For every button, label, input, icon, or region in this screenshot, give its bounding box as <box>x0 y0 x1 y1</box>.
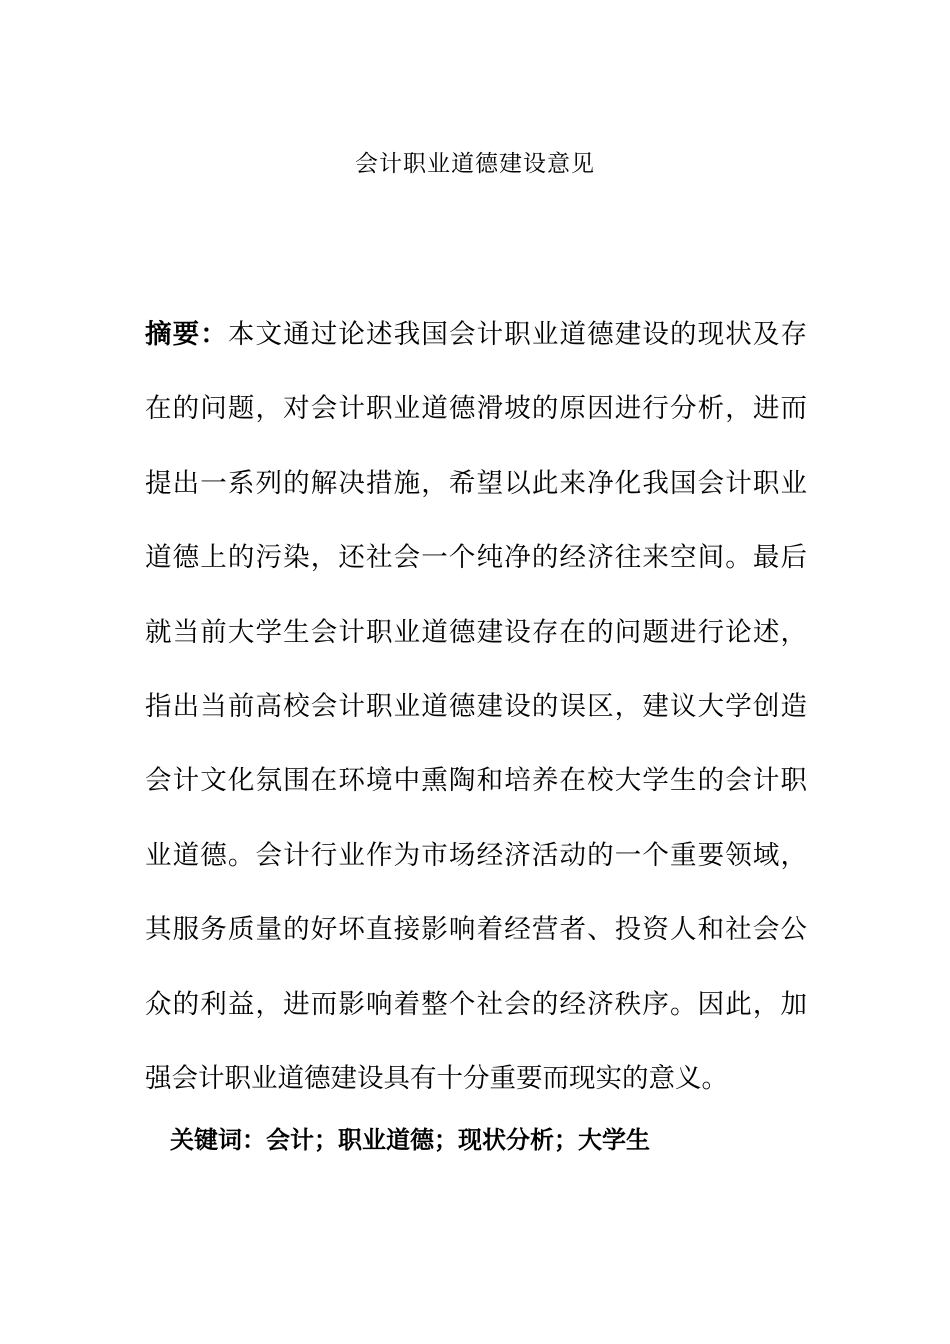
abstract-label: 摘要： <box>145 319 228 350</box>
abstract-paragraph <box>145 298 807 1116</box>
abstract-text: 本文通过论述我国会计职业道德建设的现状及存在的问题，对会计职业道德滑坡的原因进行分析，进而提出一系列的解决措施，希望以此来净化我国会计职业道德上的污染，还社会一个纯净的经济往来空间。最后就当前大学生会计职业道德建设存在的问题进行论述，指出当前高校会计职业道德建设的误区，建议大学创造会计文化氛围在环境中熏陶和培养在校大学生的会计职业道德。会计行业作为市场经济活动的一个重要领域，其服务质量的好坏直接影响着经营者、投资人和社会公众的利益，进而影响着整个社会的经济秩序。因此，加强会计职业道德建设具有十分重要而现实的意义。 <box>145 319 808 1095</box>
document-title: 会计职业道德建设意见 <box>355 151 595 177</box>
keywords-text: 会计；职业道德；现状分析；大学生 <box>266 1126 650 1154</box>
keywords-label: 关键词： <box>170 1126 266 1154</box>
keywords-line <box>170 1120 870 1160</box>
